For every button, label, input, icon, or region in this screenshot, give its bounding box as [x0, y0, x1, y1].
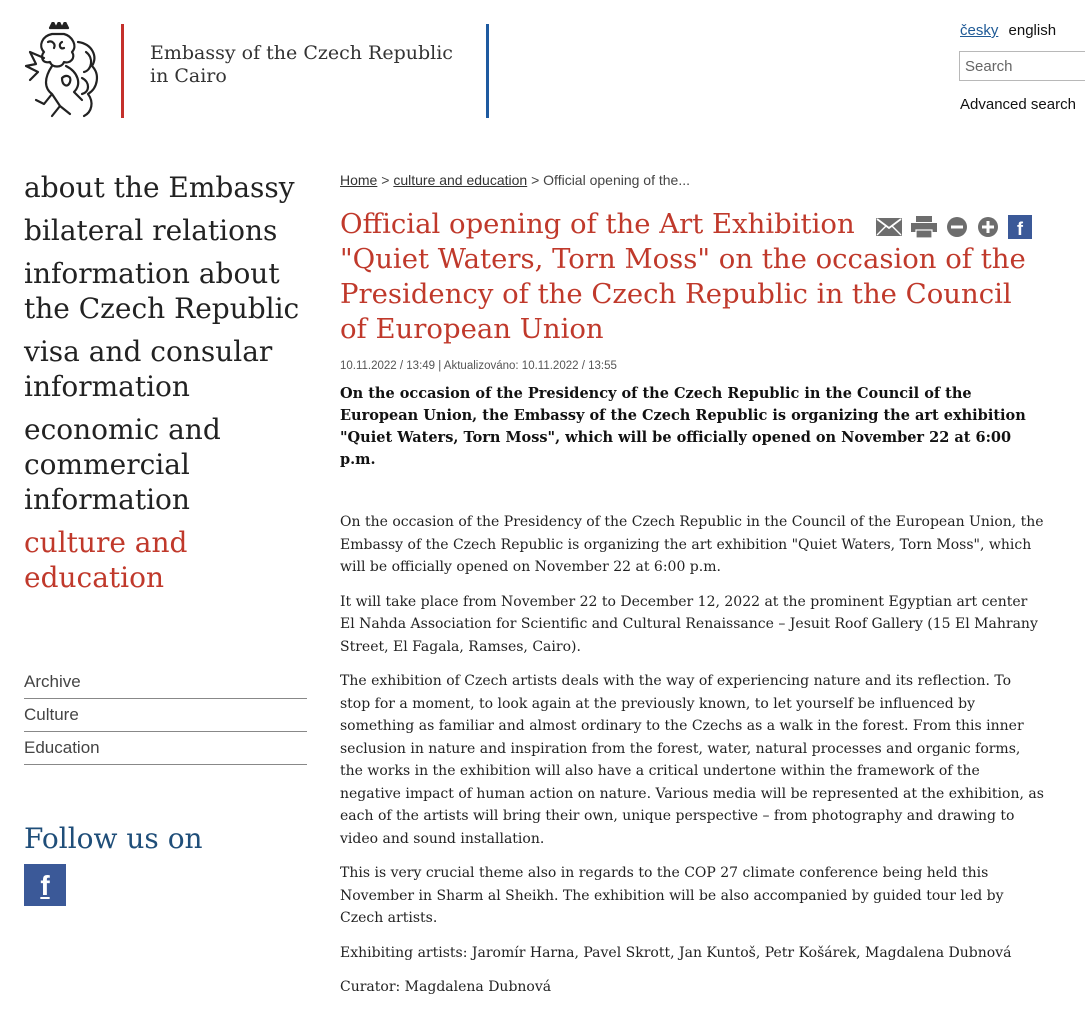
nav-item-czech-republic-info[interactable]: information about the Czech Republic	[24, 257, 300, 325]
search-input[interactable]	[959, 51, 1085, 81]
breadcrumb-section-link[interactable]: culture and education	[393, 172, 528, 188]
site-name[interactable]: Embassy of the Czech Republic in Cairo	[150, 42, 453, 87]
facebook-icon-letter: f	[1017, 219, 1023, 239]
article-paragraph: The exhibition of Czech artists deals with the way of experiencing nature and its reflection. To stop for a moment, to look again at the previously known, to let yourself be influenced by something as familiar and almost ordinary to the Czechs as a walk in the forest. From this inner seclusion in nature and inspiration from the forest, water, natural processes and organic forms, the works in the exhibition will also have a critical undertone within the framework of the negative impact of human action on nature. Various media will be represented at the exhibition, as each of the artists will bring their own, unique perspective – from photography and drawing to video and sound installation.	[340, 673, 1044, 847]
sub-nav-archive[interactable]: Archive	[24, 666, 307, 699]
plus-circle-icon[interactable]	[977, 216, 999, 242]
breadcrumb-separator: >	[381, 172, 390, 188]
sub-navigation	[24, 666, 307, 765]
article-body	[340, 511, 1045, 1011]
language-switcher	[960, 22, 1056, 39]
minus-circle-icon[interactable]	[946, 216, 968, 242]
breadcrumb-home-link[interactable]: Home	[340, 172, 378, 188]
article-title: Official opening of the Art Exhibition "Quiet Waters, Torn Moss" on the occasion of the Presidency of the Czech Republic in the Council of European Union	[340, 208, 1026, 345]
breadcrumb	[340, 172, 690, 188]
lang-english-current: english	[1008, 22, 1057, 39]
article-paragraph: It will take place from November 22 to December 12, 2022 at the prominent Egyptian art center El Nahda Association for Scientific and Cultural Renaissance – Jesuit Roof Gallery (15 El Mahrany Street, El Fagala, Ramses, Cairo).	[340, 593, 1038, 655]
czech-lion-logo[interactable]	[22, 22, 104, 120]
nav-item-about-embassy[interactable]: about the Embassy	[24, 171, 295, 204]
article-paragraph: Exhibiting artists: Jaromír Harna, Pavel Skrott, Jan Kuntoš, Petr Košárek, Magdalena Dubnová	[340, 944, 1012, 961]
article-paragraph: This is very crucial theme also in regards to the COP 27 climate conference being held this November in Sharm al Sheikh. The exhibition will be also accompanied by guided tour led by Czech artists.	[340, 865, 1004, 926]
printer-icon[interactable]	[911, 216, 937, 242]
envelope-icon[interactable]	[876, 218, 902, 240]
breadcrumb-current: Official opening of the...	[543, 172, 691, 188]
advanced-search-link[interactable]: Advanced search	[960, 96, 1076, 113]
header-blue-divider	[486, 24, 489, 118]
article-paragraph: Curator: Magdalena Dubnová	[340, 979, 552, 995]
nav-item-visa-consular[interactable]: visa and consular information	[24, 335, 273, 403]
follow-us-title: Follow us on	[24, 822, 203, 855]
nav-item-economic-commercial[interactable]: economic and commercial information	[24, 413, 221, 516]
nav-item-culture-education[interactable]: culture and education	[24, 526, 188, 594]
sub-nav-culture[interactable]: Culture	[24, 699, 307, 732]
article-paragraph: On the occasion of the Presidency of the Czech Republic in the Council of the European Union, the Embassy of the Czech Republic is organizing the art exhibition "Quiet Waters, Torn Moss", which will be officially opened on November 22 at 6:00 p.m.	[340, 514, 1044, 575]
header-red-divider	[121, 24, 124, 118]
breadcrumb-separator: >	[531, 172, 540, 188]
facebook-icon[interactable]	[1008, 215, 1032, 243]
article-date: 10.11.2022 / 13:49 | Aktualizováno: 10.11.2022 / 13:55	[340, 360, 617, 372]
facebook-follow-icon[interactable]: f	[24, 864, 66, 906]
lang-czech-link[interactable]: česky	[960, 22, 999, 39]
article-perex: On the occasion of the Presidency of the Czech Republic in the Council of the European Union, the Embassy of the Czech Republic is organizing the art exhibition "Quiet Waters, Torn Moss", which will be officially opened on November 22 at 6:00 p.m.	[340, 385, 1026, 468]
main-navigation	[24, 170, 304, 603]
nav-item-bilateral-relations[interactable]: bilateral relations	[24, 214, 278, 247]
article-toolbar	[876, 216, 1032, 242]
sub-nav-education[interactable]: Education	[24, 732, 307, 765]
